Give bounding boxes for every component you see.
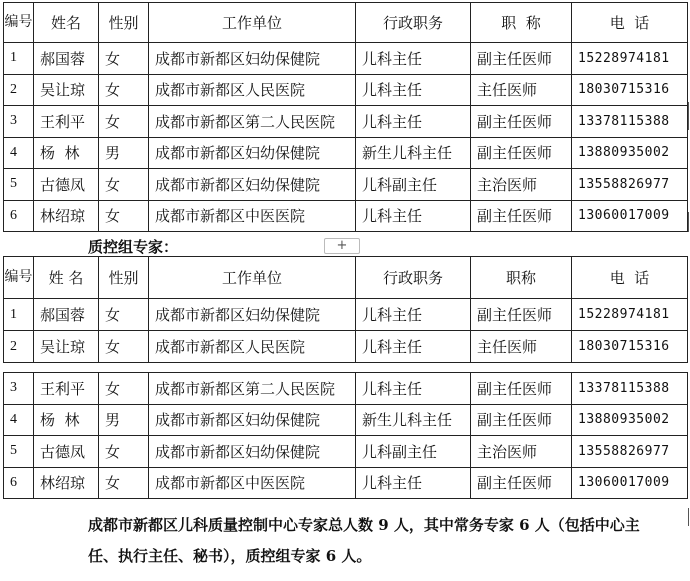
summary-paragraph: 成都市新都区儿科质量控制中心专家总人数 9 人，其中常务专家 6 人（包括中心主任、执行主任、秘书），质控组专家 6 人。 bbox=[88, 516, 640, 565]
cell-num: 6 bbox=[4, 200, 34, 232]
table-row bbox=[4, 467, 688, 499]
cell-admin-title: 新生儿科主任 bbox=[356, 404, 471, 436]
cell-title: 副主任医师 bbox=[471, 404, 572, 436]
cell-unit: 成都市新都区妇幼保健院 bbox=[149, 299, 356, 331]
cell-phone: 13378115388 bbox=[572, 373, 688, 405]
cell-title: 主治医师 bbox=[471, 169, 572, 201]
header-name: 姓名 bbox=[34, 3, 99, 43]
cell-name: 杨 林 bbox=[34, 404, 99, 436]
cell-admin-title: 儿科主任 bbox=[356, 373, 471, 405]
cell-gender: 女 bbox=[99, 169, 149, 201]
cell-name: 林绍琼 bbox=[34, 200, 99, 232]
cell-phone: 18030715316 bbox=[572, 74, 688, 106]
table-row bbox=[4, 74, 688, 106]
cell-title: 主治医师 bbox=[471, 436, 572, 468]
cell-gender: 女 bbox=[99, 200, 149, 232]
table-row bbox=[4, 106, 688, 138]
cell-name: 王利平 bbox=[34, 373, 99, 405]
cell-name: 吴让琼 bbox=[34, 331, 99, 363]
table-row bbox=[4, 331, 688, 363]
header-admin-title: 行政职务 bbox=[356, 257, 471, 299]
cell-phone: 13880935002 bbox=[572, 137, 688, 169]
cell-gender: 女 bbox=[99, 467, 149, 499]
header-unit: 工作单位 bbox=[149, 3, 356, 43]
cell-num: 1 bbox=[4, 299, 34, 331]
cell-admin-title: 新生儿科主任 bbox=[356, 137, 471, 169]
cell-unit: 成都市新都区妇幼保健院 bbox=[149, 137, 356, 169]
cell-name: 郝国蓉 bbox=[34, 299, 99, 331]
cell-title: 副主任医师 bbox=[471, 137, 572, 169]
cell-phone: 13378115388 bbox=[572, 106, 688, 138]
table-header-row bbox=[4, 3, 688, 43]
cell-name: 王利平 bbox=[34, 106, 99, 138]
table-header-row bbox=[4, 257, 688, 299]
cell-admin-title: 儿科主任 bbox=[356, 299, 471, 331]
add-row-button[interactable]: + bbox=[324, 238, 360, 254]
header-phone: 电 话 bbox=[572, 257, 688, 299]
table-edge-marker bbox=[688, 508, 689, 526]
cell-gender: 女 bbox=[99, 43, 149, 75]
cell-gender: 女 bbox=[99, 436, 149, 468]
cell-name: 吴让琼 bbox=[34, 74, 99, 106]
cell-unit: 成都市新都区妇幼保健院 bbox=[149, 436, 356, 468]
table-row bbox=[4, 43, 688, 75]
header-phone: 电 话 bbox=[572, 3, 688, 43]
cell-title: 副主任医师 bbox=[471, 299, 572, 331]
table-edge-marker bbox=[688, 212, 689, 232]
cell-phone: 13880935002 bbox=[572, 404, 688, 436]
cell-unit: 成都市新都区人民医院 bbox=[149, 331, 356, 363]
header-unit: 工作单位 bbox=[149, 257, 356, 299]
cell-name: 林绍琼 bbox=[34, 467, 99, 499]
cell-title: 副主任医师 bbox=[471, 200, 572, 232]
cell-gender: 男 bbox=[99, 137, 149, 169]
cell-admin-title: 儿科主任 bbox=[356, 331, 471, 363]
cell-phone: 15228974181 bbox=[572, 299, 688, 331]
cell-gender: 女 bbox=[99, 74, 149, 106]
table3-body bbox=[4, 373, 688, 499]
cell-gender: 女 bbox=[99, 299, 149, 331]
cell-num: 4 bbox=[4, 137, 34, 169]
header-gender: 性别 bbox=[99, 3, 149, 43]
cell-title: 副主任医师 bbox=[471, 106, 572, 138]
cell-num: 1 bbox=[4, 43, 34, 75]
cell-phone: 13558826977 bbox=[572, 169, 688, 201]
cell-name: 郝国蓉 bbox=[34, 43, 99, 75]
cell-admin-title: 儿科副主任 bbox=[356, 169, 471, 201]
cell-gender: 女 bbox=[99, 331, 149, 363]
table-row bbox=[4, 373, 688, 405]
table-row bbox=[4, 404, 688, 436]
cell-num: 3 bbox=[4, 373, 34, 405]
cell-name: 杨 林 bbox=[34, 137, 99, 169]
cell-admin-title: 儿科主任 bbox=[356, 200, 471, 232]
cell-num: 5 bbox=[4, 436, 34, 468]
cell-unit: 成都市新都区妇幼保健院 bbox=[149, 404, 356, 436]
cell-gender: 女 bbox=[99, 106, 149, 138]
header-num: 编号 bbox=[4, 3, 34, 43]
header-name: 姓 名 bbox=[34, 257, 99, 299]
cell-title: 副主任医师 bbox=[471, 43, 572, 75]
cell-unit: 成都市新都区中医医院 bbox=[149, 467, 356, 499]
cell-unit: 成都市新都区中医医院 bbox=[149, 200, 356, 232]
table-row bbox=[4, 169, 688, 201]
cell-num: 6 bbox=[4, 467, 34, 499]
cell-admin-title: 儿科主任 bbox=[356, 43, 471, 75]
header-title: 职称 bbox=[471, 257, 572, 299]
qc-group-heading: 质控组专家： bbox=[88, 238, 179, 256]
cell-num: 2 bbox=[4, 74, 34, 106]
table-edge-marker bbox=[688, 102, 689, 130]
table-row bbox=[4, 299, 688, 331]
table1-body bbox=[4, 43, 688, 232]
cell-gender: 女 bbox=[99, 373, 149, 405]
cell-gender: 男 bbox=[99, 404, 149, 436]
cell-title: 主任医师 bbox=[471, 331, 572, 363]
cell-admin-title: 儿科副主任 bbox=[356, 436, 471, 468]
cell-num: 2 bbox=[4, 331, 34, 363]
cell-admin-title: 儿科主任 bbox=[356, 74, 471, 106]
header-title: 职 称 bbox=[471, 3, 572, 43]
header-gender: 性别 bbox=[99, 257, 149, 299]
cell-unit: 成都市新都区妇幼保健院 bbox=[149, 169, 356, 201]
cell-admin-title: 儿科主任 bbox=[356, 106, 471, 138]
table-row bbox=[4, 200, 688, 232]
qc-group-table-continued bbox=[3, 372, 688, 499]
cell-phone: 18030715316 bbox=[572, 331, 688, 363]
qc-group-table bbox=[3, 256, 688, 363]
table-row bbox=[4, 436, 688, 468]
cell-admin-title: 儿科主任 bbox=[356, 467, 471, 499]
cell-title: 副主任医师 bbox=[471, 467, 572, 499]
cell-num: 4 bbox=[4, 404, 34, 436]
cell-title: 副主任医师 bbox=[471, 373, 572, 405]
header-num: 编号 bbox=[4, 257, 34, 299]
cell-name: 古德凤 bbox=[34, 436, 99, 468]
cell-phone: 13060017009 bbox=[572, 200, 688, 232]
header-admin-title: 行政职务 bbox=[356, 3, 471, 43]
cell-phone: 15228974181 bbox=[572, 43, 688, 75]
table-row bbox=[4, 137, 688, 169]
cell-unit: 成都市新都区人民医院 bbox=[149, 74, 356, 106]
cell-num: 5 bbox=[4, 169, 34, 201]
cell-phone: 13060017009 bbox=[572, 467, 688, 499]
cell-title: 主任医师 bbox=[471, 74, 572, 106]
cell-name: 古德凤 bbox=[34, 169, 99, 201]
standing-experts-table bbox=[3, 2, 688, 232]
table2-body bbox=[4, 299, 688, 363]
cell-unit: 成都市新都区第二人民医院 bbox=[149, 106, 356, 138]
cell-num: 3 bbox=[4, 106, 34, 138]
cell-unit: 成都市新都区第二人民医院 bbox=[149, 373, 356, 405]
cell-phone: 13558826977 bbox=[572, 436, 688, 468]
cell-unit: 成都市新都区妇幼保健院 bbox=[149, 43, 356, 75]
